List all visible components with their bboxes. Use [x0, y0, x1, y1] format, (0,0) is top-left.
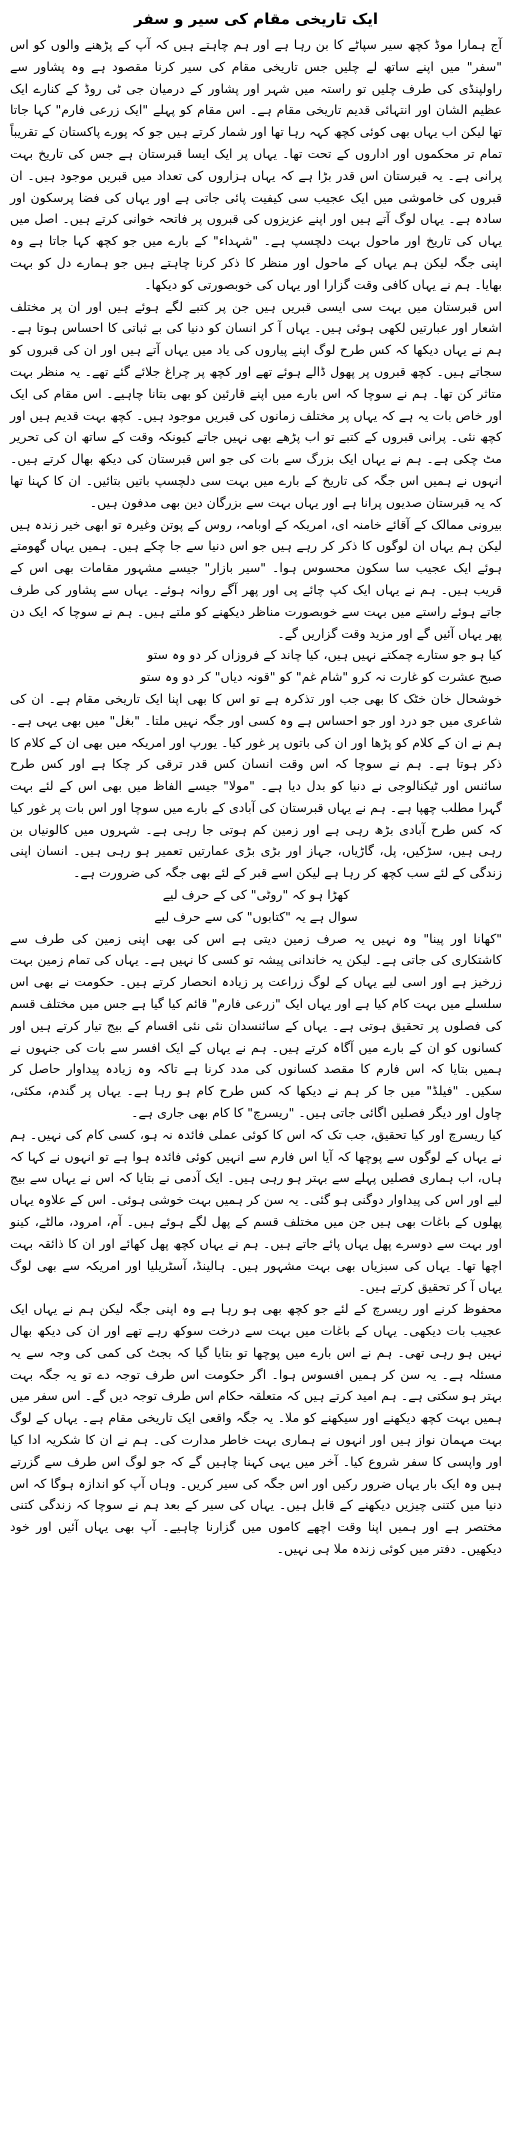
paragraph-1: آج ہمارا موڈ کچھ سیر سپاٹے کا بن رہا ہے اور ہم چاہتے ہیں کہ آپ کے پڑھنے والوں کو اس "سفر" میں اپنے ساتھ لے چلیں جس تاریخی مقام کی سیر کرنا مقصود ہے وہ پشاور سے راولپنڈی کی طرف چلیں تو راستہ میں شہر اور پشاور کے درمیان جی ٹی روڈ کے کنارے ایک عظیم الشان اور انتہائی قدیم تاریخی مقام ہے۔ اس مقام کو پہلے "ایک زرعی فارم" کہا جاتا تھا لیکن اب یہاں بھی کوئی کچھ کہہ رہا تھا اور شمار کرتے ہیں جو کہ پورے پاکستان کے تقریباً تمام تر محکموں اور اداروں کے تحت تھا۔ یہاں پر ایک ایسا قبرستان ہے جس کی تاریخ بہت پرانی ہے۔ یہ قبرستان اس قدر بڑا ہے کہ یہاں ہزاروں کی تعداد میں قبریں موجود ہیں۔ ان قبروں کی خاموشی میں ایک عجیب سی کیفیت پائی جاتی ہے اور یہاں کی فضا پرسکون اور سادہ ہے۔ یہاں لوگ آتے ہیں اور اپنے عزیزوں کی قبروں پر فاتحہ خوانی کرتے ہیں۔ اصل میں یہاں کی تاریخ اور ماحول بہت دلچسپ ہے۔ "شہداء" کے بارے میں جو کچھ کہا جاتا ہے وہ اپنی جگہ لیکن ہم یہاں کے ماحول اور منظر کا ذکر کرنا چاہتے ہیں جو ہمارے دل کو بہت بھایا۔ ہم نے یہاں کافی وقت گزارا اور یہاں کی خوبصورتی کو دیکھا۔ [10, 37, 502, 292]
paragraph-7: محفوظ کرنے اور ریسرچ کے لئے جو کچھ بھی ہو رہا ہے وہ اپنی جگہ لیکن ہم نے یہاں ایک عجیب بات دیکھی۔ یہاں کے باغات میں بہت سے درخت سوکھ رہے تھے اور ان کی دیکھ بھال نہیں ہو رہی تھی۔ ہم نے اس بارے میں پوچھا تو بتایا گیا کہ بجٹ کی کمی کی وجہ سے یہ مسئلہ ہے۔ یہ سن کر ہمیں افسوس ہوا۔ اگر حکومت اس طرف توجہ دے تو یہ جگہ بہت بہتر ہو سکتی ہے۔ ہم امید کرتے ہیں کہ متعلقہ حکام اس طرف توجہ دیں گے۔ اس سفر میں ہمیں بہت کچھ دیکھنے اور سیکھنے کو ملا۔ یہ جگہ واقعی ایک تاریخی مقام ہے۔ یہاں کے لوگ بہت مہمان نواز ہیں اور انہوں نے ہماری بہت خاطر مدارت کی۔ ہم نے ان کا شکریہ ادا کیا اور واپسی کا سفر شروع کیا۔ آخر میں یہی کہنا چاہیں گے کہ جو لوگ اس طرف سے گزرتے ہیں وہ ایک بار یہاں ضرور رکیں اور اس جگہ کی سیر کریں۔ وہاں آپ کو اندازہ ہوگا کہ اس دنیا میں کتنی چیزیں دیکھنے کے قابل ہیں۔ یہاں کی سیر کے بعد ہم نے سوچا کہ زندگی کتنی مختصر ہے اور ہمیں اپنا وقت اچھے کاموں میں گزارنا چاہیے۔ آپ بھی یہاں آئیں اور خود دیکھیں۔ دفتر میں کوئی زندہ ملا ہی نہیں۔ [10, 1301, 502, 1556]
verse-line-4: سوال ہے یہ "کتابوں" کی سے حرف لیے [154, 908, 358, 924]
paragraph-2: اس قبرستان میں بہت سی ایسی قبریں ہیں جن پر کتبے لگے ہوئے ہیں اور ان پر مختلف اشعار اور عبارتیں لکھی ہوئی ہیں۔ یہاں آ کر انسان کو دنیا کی بے ثباتی کا احساس ہوتا ہے۔ ہم نے یہاں دیکھا کہ کس طرح لوگ اپنے پیاروں کی یاد میں یہاں آتے ہیں اور ان کی قبروں کو سجاتے ہیں۔ کچھ قبروں پر پھول ڈالے ہوئے تھے اور کچھ پر چراغ جلائے گئے تھے۔ یہ منظر بہت متاثر کن تھا۔ ہم نے سوچا کہ اس بارے میں اپنے قارئین کو بھی بتانا چاہیے۔ اس مقام کی ایک اور خاص بات یہ ہے کہ یہاں پر مختلف زمانوں کی قبریں موجود ہیں۔ کچھ بہت قدیم ہیں اور کچھ نئی۔ پرانی قبروں کے کتبے تو اب پڑھے بھی نہیں جاتے کیونکہ وقت کے ساتھ ان کی تحریر مٹ چکی ہے۔ ہم نے یہاں ایک بزرگ سے بات کی جو اس قبرستان کی دیکھ بھال کرتے ہیں۔ انہوں نے ہمیں اس جگہ کی تاریخ کے بارے میں بہت سی دلچسپ باتیں بتائیں۔ ان کا کہنا تھا کہ یہ قبرستان صدیوں پرانا ہے اور یہاں بہت سے بزرگان دین بھی مدفون ہیں۔ [10, 298, 502, 510]
paragraph-5: "کھانا اور پینا" وہ نہیں یہ صرف زمین دیتی ہے اس کی بھی اپنی زمین کی طرف سے کاشتکاری کی جاتی ہے۔ لیکن یہ خاندانی پیشہ تو کسی کا نہیں ہے۔ یہاں کی تمام زمین بہت زرخیز ہے اور اسی لیے یہاں کے لوگ زراعت پر زیادہ انحصار کرتے ہیں۔ حکومت نے بھی اس سلسلے میں بہت کام کیا ہے اور یہاں ایک "زرعی فارم" قائم کیا گیا ہے جس میں مختلف قسم کی فصلوں پر تحقیق ہوتی ہے۔ یہاں کے سائنسدان نئی نئی اقسام کے بیج تیار کرتے ہیں اور کسانوں کو ان کے بارے میں آگاہ کرتے ہیں۔ ہم نے یہاں کے ایک افسر سے بات کی جنہوں نے ہمیں بتایا کہ اس فارم کا مقصد کسانوں کی مدد کرنا ہے تاکہ وہ زیادہ پیداوار حاصل کر سکیں۔ "فیلڈ" میں جا کر ہم نے دیکھا کہ کس طرح کام ہو رہا ہے۔ یہاں پر گندم، مکئی، چاول اور دیگر فصلیں اگائی جاتی ہیں۔ "ریسرچ" کا کام بھی جاری ہے۔ [10, 930, 502, 1121]
verse-line-1: کیا ہو جو ستارے چمکتے نہیں ہیں، کیا چاند کے فروزاں کر دو وہ ستو [147, 647, 502, 663]
verse-line-3: کھڑا ہو کہ "روٹی" کی کے حرف لیے [162, 887, 350, 903]
article-body [10, 34, 502, 1560]
paragraph-6: کیا ریسرچ اور کیا تحقیق، جب تک کہ اس کا کوئی عملی فائدہ نہ ہو، کسی کام کی نہیں۔ ہم نے یہاں کے لوگوں سے پوچھا کہ آیا اس فارم سے انہیں کوئی فائدہ ہوا ہے تو انہوں نے کہا کہ ہاں، اب ہماری فصلیں پہلے سے بہتر ہو رہی ہیں۔ ایک آدمی نے بتایا کہ اس نے یہاں سے بیج لیے اور اس کی پیداوار دوگنی ہو گئی۔ یہ سن کر ہمیں بہت خوشی ہوئی۔ اس کے علاوہ یہاں پھلوں کے باغات بھی ہیں جن میں مختلف قسم کے پھل لگے ہوئے ہیں۔ آم، امرود، مالٹے، کینو اور بہت سے دوسرے پھل یہاں پائے جاتے ہیں۔ ہم نے یہاں کچھ پھل کھائے اور ان کا ذائقہ بہت اچھا تھا۔ یہاں کی سبزیاں بھی بہت مشہور ہیں۔ ہالینڈ، آسٹریلیا اور امریکہ سے بھی لوگ یہاں آ کر تحقیق کرتے ہیں۔ [10, 1126, 502, 1295]
paragraph-3: بیرونی ممالک کے آقائے خامنہ ای، امریکہ کے اوبامہ، روس کے پوتن وغیرہ تو ابھی خیر زندہ ہیں لیکن ہم یہاں ان لوگوں کا ذکر کر رہے ہیں جو اس دنیا سے جا چکے ہیں۔ ہمیں یہاں گھومتے ہوئے ایک عجیب سا سکون محسوس ہوا۔ "سیر بازار" جیسے مشہور مقامات بھی اس کے قریب ہیں۔ ہم نے یہاں ایک کپ چائے پی اور پھر آگے روانہ ہوئے۔ یہاں سے پشاور کی طرف جاتے ہوئے راستے میں بہت سے خوبصورت مناظر دیکھنے کو ملتے ہیں۔ ہم نے سوچا کہ ایک دن پھر یہاں آئیں گے اور مزید وقت گزاریں گے۔ [10, 516, 502, 641]
verse-line-2: صبح عشرت کو غارت نہ کرو "شام غم" کو "قونہ دیاں" کر دو وہ ستو [140, 669, 502, 685]
article-title: ایک تاریخی مقام کی سیر و سفر [134, 10, 378, 28]
paragraph-4: خوشحال خان خٹک کا بھی جب اور تذکرہ ہے تو اس کا بھی اپنا ایک تاریخی مقام ہے۔ ان کی شاعری میں جو درد اور جو احساس ہے وہ کسی اور جگہ نہیں ملتا۔ "بغل" میں بھی یہی ہے۔ ہم نے ان کے کلام کو پڑھا اور ان کی باتوں پر غور کیا۔ یورپ اور امریکہ میں بھی ان کے کلام کا ذکر ہوتا ہے۔ ہم نے سوچا کہ اس وقت انسان کس قدر ترقی کر چکا ہے اور کس طرح سائنس اور ٹیکنالوجی نے دنیا کو بدل دیا ہے۔ "مولا" جیسے الفاظ میں بھی اس کے لئے بہت گہرا مطلب چھپا ہے۔ ہم نے یہاں قبرستان کی آبادی کے بارے میں سوچا اور اس بات پر غور کیا کہ کس طرح آبادی بڑھ رہی ہے اور زمین کم ہوتی جا رہی ہے۔ شہروں میں کالونیاں بن رہی ہیں، سڑکیں، پل، گاڑیاں، جہاز اور بڑی بڑی عمارتیں تعمیر ہو رہی ہیں۔ انسان اپنی زندگی کے لئے سب کچھ کر رہا ہے لیکن اسے قبر کے لئے بھی جگہ کی ضرورت ہے۔ [10, 690, 502, 881]
